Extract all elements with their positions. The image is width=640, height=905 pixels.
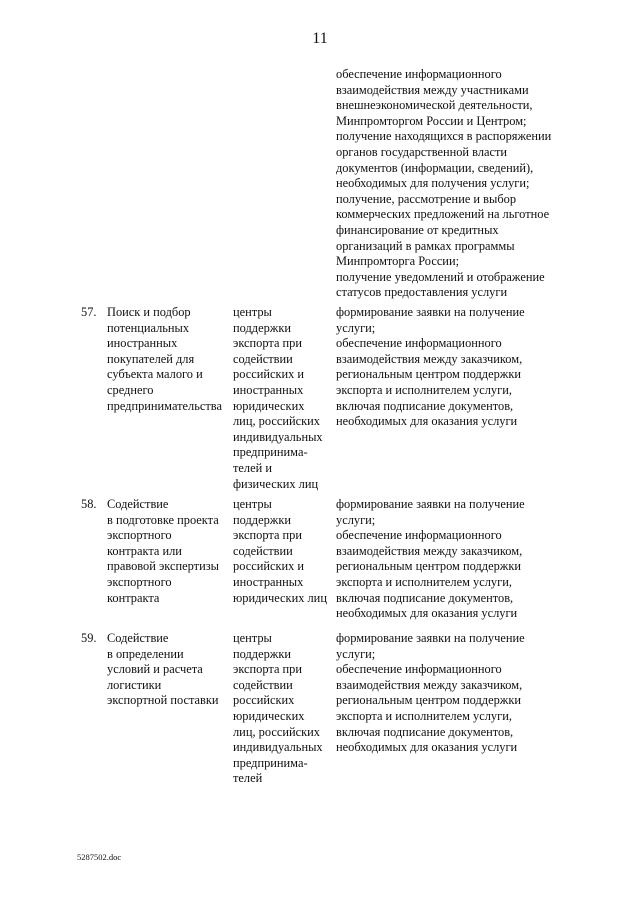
page-number: 11	[312, 30, 328, 47]
text-line: обеспечение информационного	[336, 67, 502, 81]
text-line: необходимых для оказания услуги	[336, 740, 518, 755]
text-line: органов государственной власти	[336, 144, 508, 159]
document-filename: 5287502.doc	[77, 852, 122, 862]
text-line: экспортного	[107, 528, 172, 543]
text-line: обеспечение информационного	[336, 336, 502, 351]
text-line: Минпромторга России;	[336, 254, 460, 269]
text-line: региональным центром поддержки	[336, 693, 521, 708]
text-line: обеспечение информационного	[336, 528, 502, 543]
text-line: статусов предоставления услуги	[336, 285, 508, 300]
text-line: включая подписание документов,	[336, 724, 514, 739]
text-line: условий и расчета	[107, 662, 203, 677]
text-line: центры	[233, 631, 272, 645]
text-line: коммерческих предложений на льготное	[336, 207, 550, 222]
text-line: взаимодействия между заказчиком,	[336, 677, 523, 692]
text-line: экспорта при	[233, 662, 303, 677]
text-line: экспорта при	[233, 528, 303, 543]
row-number: 58.	[81, 497, 97, 511]
text-line: получение находящихся в распоряжении	[336, 129, 552, 144]
text-line: взаимодействия между участниками	[336, 82, 529, 97]
text-line: покупателей для	[107, 351, 195, 366]
text-line: контракта или	[107, 543, 182, 558]
text-line: экспортного	[107, 574, 172, 589]
text-line: содействии	[233, 677, 293, 692]
text-line: предпринимательства	[107, 398, 222, 413]
text-line: услуги;	[336, 646, 376, 661]
text-line: предпринима-	[233, 445, 308, 460]
text-line: индивидуальных	[233, 740, 323, 755]
text-line: предпринима-	[233, 755, 308, 770]
service-actions	[336, 497, 525, 622]
text-line: формирование заявки на получение	[336, 497, 525, 511]
text-line: правовой экспертизы	[107, 559, 219, 574]
text-line: организаций в рамках программы	[336, 238, 515, 253]
text-line: необходимых для получения услуги;	[336, 176, 530, 191]
text-line: телей	[233, 771, 263, 786]
text-line: российских	[233, 693, 295, 708]
row-number: 57.	[81, 305, 97, 319]
service-actions	[336, 305, 525, 430]
service-name	[107, 497, 219, 606]
text-line: лиц, российских	[233, 724, 320, 739]
text-line: включая подписание документов,	[336, 590, 514, 605]
service-provider	[233, 497, 327, 606]
service-provider	[233, 305, 323, 492]
text-line: Минпромторгом России и Центром;	[336, 113, 527, 128]
text-line: центры	[233, 305, 272, 319]
row-number: 59.	[81, 631, 97, 645]
text-line: включая подписание документов,	[336, 398, 514, 413]
text-line: российских и	[233, 559, 305, 574]
text-line: поддержки	[233, 512, 291, 527]
text-line: экспорта и исполнителем услуги,	[336, 382, 512, 397]
text-line: телей и	[233, 460, 272, 475]
text-line: Содействие	[107, 497, 169, 511]
text-line: экспорта и исполнителем услуги,	[336, 574, 512, 589]
text-line: экспорта и исполнителем услуги,	[336, 708, 512, 723]
text-line: необходимых для оказания услуги	[336, 606, 518, 621]
text-line: экспорта при	[233, 336, 303, 351]
text-line: Содействие	[107, 631, 169, 645]
text-line: обеспечение информационного	[336, 662, 502, 677]
text-line: взаимодействия между заказчиком,	[336, 543, 523, 558]
text-line: поддержки	[233, 646, 291, 661]
text-line: российских и	[233, 367, 305, 382]
text-line: лиц, российских	[233, 414, 320, 429]
text-line: в подготовке проекта	[107, 512, 219, 527]
text-line: взаимодействия между заказчиком,	[336, 351, 523, 366]
service-actions	[336, 631, 525, 756]
text-line: субъекта малого и	[107, 367, 203, 382]
text-line: необходимых для оказания услуги	[336, 414, 518, 429]
text-line: юридических лиц	[233, 590, 327, 605]
text-line: индивидуальных	[233, 429, 323, 444]
text-line: в определении	[107, 646, 184, 661]
text-line: содействии	[233, 543, 293, 558]
text-line: Поиск и подбор	[107, 305, 191, 319]
text-line: юридических	[233, 708, 305, 723]
text-line: формирование заявки на получение	[336, 631, 525, 645]
text-line: формирование заявки на получение	[336, 305, 525, 319]
text-line: иностранных	[233, 382, 304, 397]
text-line: документов (информации, сведений),	[336, 160, 534, 175]
text-line: экспортной поставки	[107, 693, 219, 708]
service-provider	[233, 631, 323, 787]
text-line: получение уведомлений и отображение	[336, 269, 545, 284]
service-name	[107, 631, 219, 709]
text-line: логистики	[107, 677, 162, 692]
text-line: региональным центром поддержки	[336, 367, 521, 382]
text-line: услуги;	[336, 512, 376, 527]
continuation-text	[336, 67, 551, 301]
text-line: юридических	[233, 398, 305, 413]
text-line: контракта	[107, 590, 160, 605]
text-line: внешнеэкономической деятельности,	[336, 98, 533, 113]
text-line: физических лиц	[233, 476, 319, 491]
text-line: потенциальных	[107, 320, 190, 335]
text-line: региональным центром поддержки	[336, 559, 521, 574]
text-line: поддержки	[233, 320, 291, 335]
text-line: услуги;	[336, 320, 376, 335]
text-line: содействии	[233, 351, 293, 366]
text-line: иностранных	[233, 574, 304, 589]
service-name	[107, 305, 222, 414]
text-line: финансирование от кредитных	[336, 222, 499, 237]
text-line: получение, рассмотрение и выбор	[336, 191, 517, 206]
text-line: среднего	[107, 382, 154, 397]
text-line: центры	[233, 497, 272, 511]
text-line: иностранных	[107, 336, 178, 351]
